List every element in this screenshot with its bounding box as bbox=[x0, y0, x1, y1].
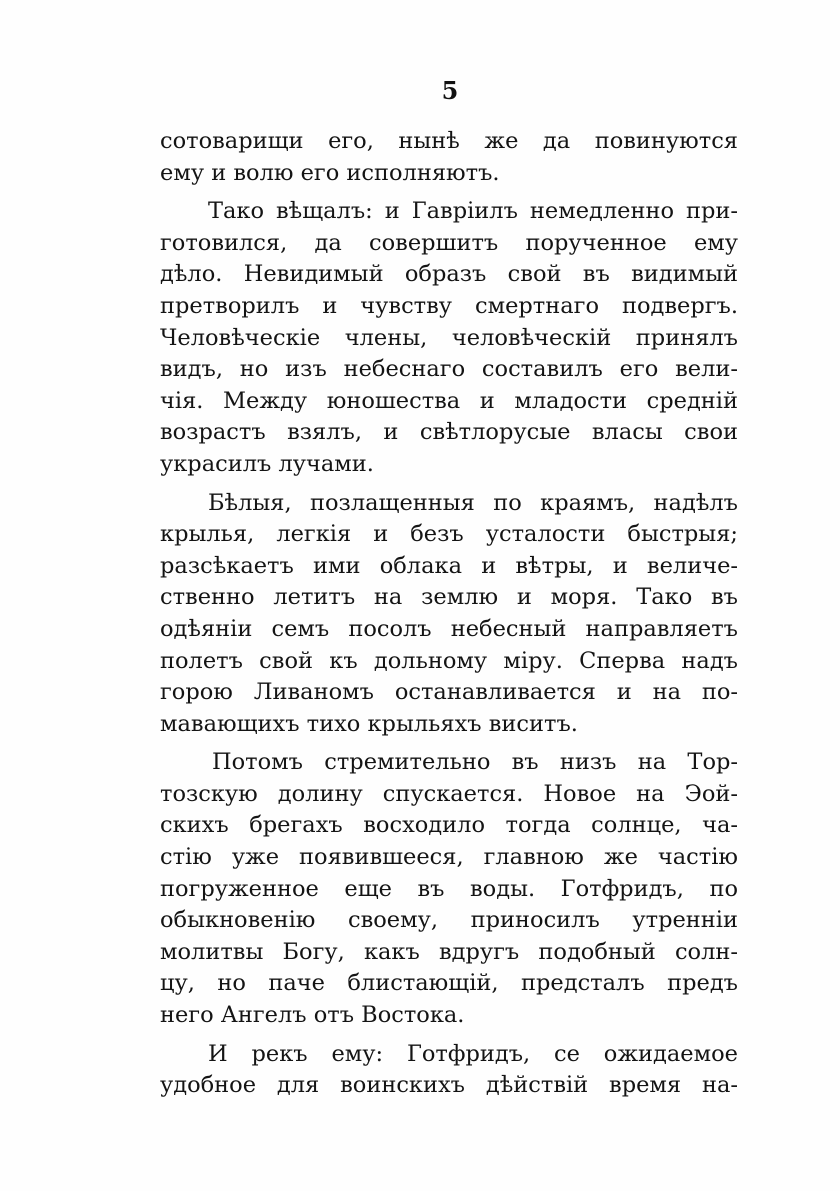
text-line: видъ, но изъ небеснаго составилъ его вели- bbox=[160, 356, 738, 383]
text-line: стію уже появившееся, главною же частію bbox=[160, 844, 738, 871]
text-line: Тако вѣщалъ: и Гавріилъ немедленно при- bbox=[208, 198, 738, 225]
text-line: ственно летитъ на землю и моря. Тако въ bbox=[160, 584, 738, 611]
text-line: полетъ свой къ дольному міру. Сперва надъ bbox=[160, 647, 738, 674]
text-line: дѣло. Невидимый образъ свой въ видимый bbox=[160, 261, 738, 288]
text-line: обыкновенію своему, приносилъ утренніи bbox=[160, 907, 738, 934]
text-line: крылья, легкія и безъ усталости быстрыя; bbox=[160, 521, 738, 548]
paragraph-3 bbox=[160, 488, 738, 741]
text-line: чія. Между юношества и младости средній bbox=[160, 387, 738, 414]
text-line: ему и волю его исполняютъ. bbox=[160, 159, 500, 186]
paragraph-4 bbox=[160, 747, 738, 1031]
paragraph-1 bbox=[160, 126, 738, 189]
text-line: мавающихъ тихо крыльяхъ виситъ. bbox=[160, 710, 578, 737]
text-line: него Ангелъ отъ Востока. bbox=[160, 1002, 465, 1029]
text-line: горою Ливаномъ останавливается и на по- bbox=[160, 679, 738, 706]
text-line: тозскую долину спускается. Новое на Эой- bbox=[160, 780, 738, 807]
body-text bbox=[160, 126, 738, 1102]
text-line: Человѣческіе члены, человѣческій принялъ bbox=[160, 324, 738, 351]
text-line: разсѣкаетъ ими облака и вѣтры, и величе- bbox=[160, 552, 738, 579]
text-line: цу, но паче блистающій, предсталъ предъ bbox=[160, 970, 738, 997]
paragraph-2 bbox=[160, 196, 738, 480]
page-number: 5 bbox=[441, 76, 459, 105]
text-line: И рекъ ему: Готфридъ, се ожидаемое bbox=[208, 1040, 738, 1067]
text-line: сотоварищи его, нынѣ же да повинуются bbox=[160, 128, 738, 154]
text-line: претворилъ и чувству смертнаго подвергъ. bbox=[160, 292, 738, 319]
text-line: молитвы Богу, какъ вдругъ подобный солн- bbox=[160, 938, 738, 965]
paragraph-5 bbox=[160, 1039, 738, 1102]
text-line: готовился, да совершитъ порученное ему bbox=[160, 229, 738, 256]
text-line: погруженное еще въ воды. Готфридъ, по bbox=[160, 875, 738, 902]
text-line: Потомъ стремительно въ низъ на Тор- bbox=[212, 749, 738, 776]
text-line: одѣяніи семъ посолъ небесный направляетъ bbox=[160, 615, 738, 642]
text-line: возрастъ взялъ, и свѣтлорусые власы свои bbox=[160, 419, 738, 446]
text-line: Бѣлыя, позлащенныя по краямъ, надѣлъ bbox=[208, 489, 738, 516]
text-line: украсилъ лучами. bbox=[160, 450, 374, 477]
text-line: удобное для воинскихъ дѣйствій время на- bbox=[160, 1072, 738, 1099]
text-line: скихъ брегахъ восходило тогда солнце, ча- bbox=[160, 812, 738, 839]
